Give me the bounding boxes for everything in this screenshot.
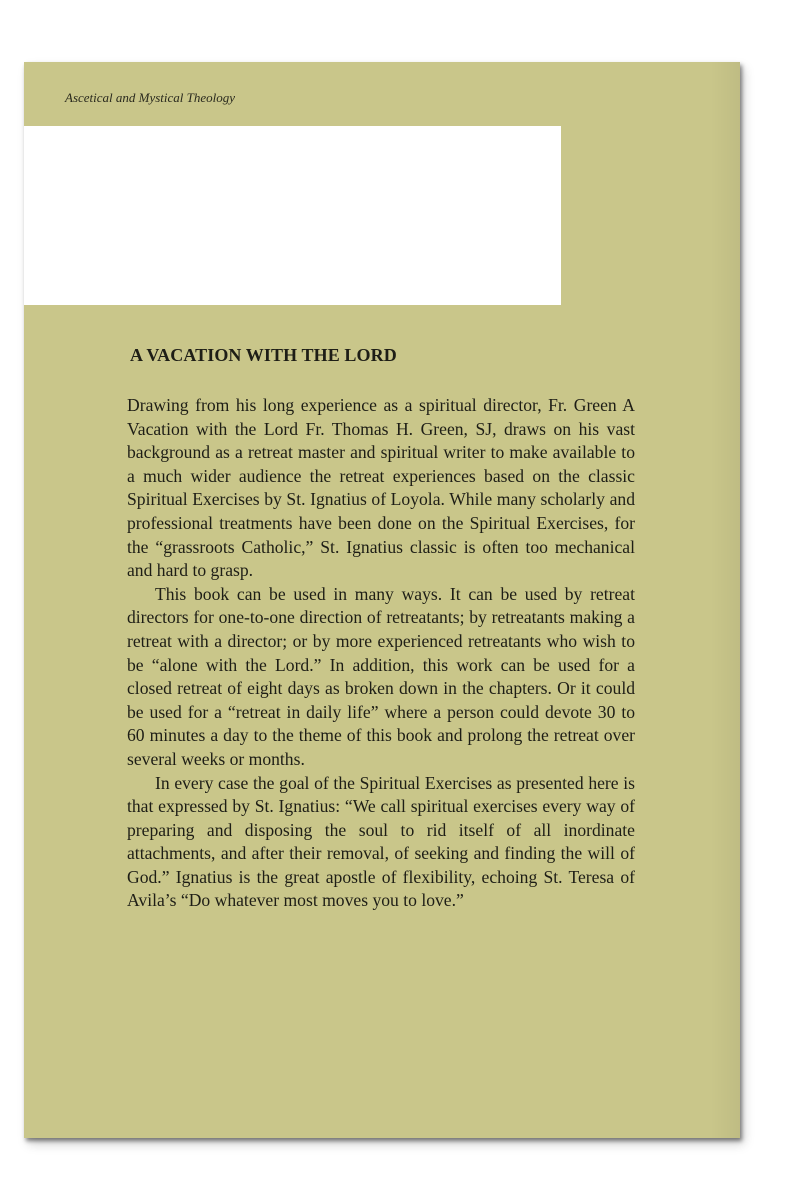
cover-blurb bbox=[127, 394, 635, 913]
blurb-paragraph-1: Drawing from his long experience as a spiritual director, Fr. Green A Vacation with the Lord Fr. Thomas H. Green, SJ, draws on his vast background as a retreat master and spiritual writer to make available to a much wider audience the retreat experiences based on the classic Spiritual Exercises by St. Ignatius of Loyola. While many scholarly and professional treatments have been done on the Spiritual Exercises, for the “grassroots Catholic,” St. Ignatius classic is often too mechanical and hard to grasp. bbox=[127, 395, 635, 581]
book-title: A VACATION WITH THE LORD bbox=[130, 345, 397, 365]
series-label: Ascetical and Mystical Theology bbox=[65, 90, 236, 105]
blank-label-panel bbox=[24, 126, 561, 305]
blurb-paragraph-3: In every case the goal of the Spiritual Exercises as presented here is that expressed by St. Ignatius: “We call spiritual exercises every way of preparing and disposing the soul to rid itself of all inordinate attachments, and after their removal, of seeking and finding the will of God.” Ignatius is the great apostle of flexibility, echoing St. Teresa of Avila’s “Do whatever most moves you to love.” bbox=[127, 772, 635, 911]
book-back-cover bbox=[24, 62, 740, 1138]
blurb-paragraph-2: This book can be used in many ways. It can be used by retreat directors for one-to-one direction of retreatants; by retreatants making a retreat with a director; or by more experienced retreatants who wish to be “alone with the Lord.” In addition, this work can be used for a closed retreat of eight days as broken down in the chapters. Or it could be used for a “retreat in daily life” where a person could devote 30 to 60 minutes a day to the theme of this book and prolong the retreat over several weeks or months. bbox=[127, 583, 635, 769]
